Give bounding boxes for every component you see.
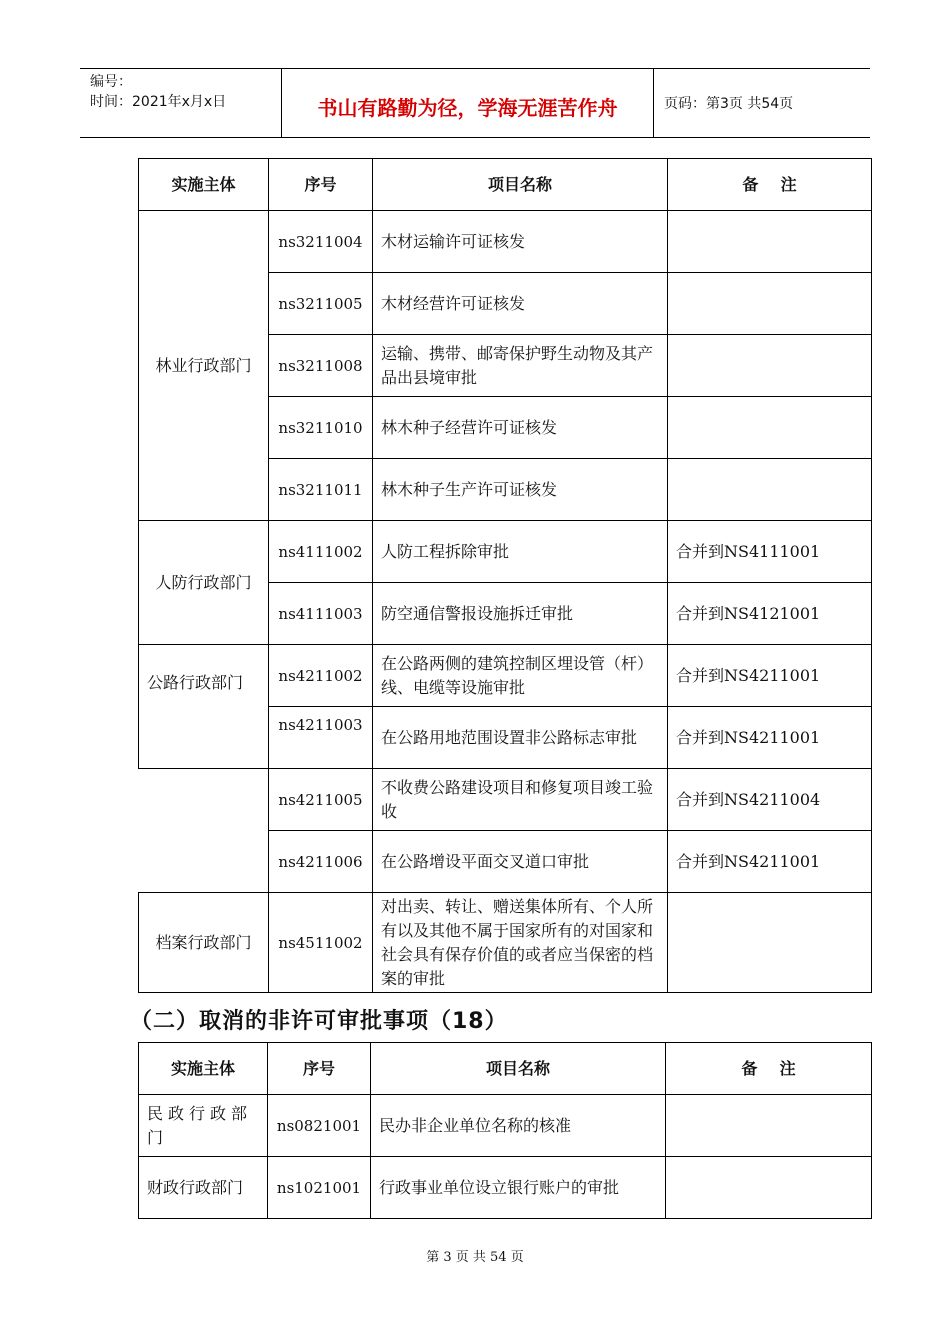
item-note: 合并到NS4111001 — [668, 521, 872, 583]
item-name: 行政事业单位设立银行账户的审批 — [371, 1157, 666, 1219]
item-code: ns0821001 — [268, 1095, 371, 1157]
item-note — [668, 459, 872, 521]
col-header-name: 项目名称 — [371, 1043, 666, 1095]
col-header-code: 序号 — [269, 159, 373, 211]
dept-cell-archives: 档案行政部门 — [139, 893, 269, 993]
item-name: 林木种子经营许可证核发 — [373, 397, 668, 459]
item-name: 对出卖、转让、赠送集体所有、个人所有以及其他不属于国家所有的对国家和社会具有保存价值的或者应当保密的档案的审批 — [373, 893, 668, 993]
item-note — [668, 211, 872, 273]
page-footer: 第 3 页 共 54 页 — [426, 1250, 524, 1265]
item-name: 民办非企业单位名称的核准 — [371, 1095, 666, 1157]
dept-cell-forestry: 林业行政部门 — [139, 211, 269, 521]
dept-cell-highway: 公路行政部门 — [139, 645, 269, 769]
item-name: 木材经营许可证核发 — [373, 273, 668, 335]
item-note: 合并到NS4211001 — [668, 707, 872, 769]
item-note: 合并到NS4211001 — [668, 831, 872, 893]
dept-cell-civil-defense: 人防行政部门 — [139, 521, 269, 645]
item-note — [668, 397, 872, 459]
dept-cell: 民政行政部门 — [139, 1095, 268, 1157]
item-code: ns4211002 — [269, 645, 373, 707]
table-row — [139, 1157, 872, 1219]
cancelled-items-table — [138, 158, 872, 993]
header-page-label: 页码：第3页 共54页 — [664, 96, 794, 112]
header-motto: 书山有路勤为径，学海无涯苦作舟 — [282, 69, 654, 137]
item-code: ns4111002 — [269, 521, 373, 583]
col-header-note: 备 注 — [666, 1043, 872, 1095]
item-note: 合并到NS4211001 — [668, 645, 872, 707]
item-code: ns3211005 — [269, 273, 373, 335]
item-note — [666, 1157, 872, 1219]
item-code: ns3211004 — [269, 211, 373, 273]
item-code: ns3211008 — [269, 335, 373, 397]
document-time-label: 时间：2021年x月x日 — [90, 94, 227, 110]
table-row — [139, 769, 872, 831]
item-name: 防空通信警报设施拆迁审批 — [373, 583, 668, 645]
item-code: ns3211011 — [269, 459, 373, 521]
item-code: ns4211006 — [269, 831, 373, 893]
item-code: ns4211005 — [269, 769, 373, 831]
table-row — [139, 645, 872, 707]
table-header-row — [139, 1043, 872, 1095]
table-row — [139, 1095, 872, 1157]
document-number-label: 编号： — [90, 74, 132, 90]
dept-cell: 财政行政部门 — [139, 1157, 268, 1219]
col-header-name: 项目名称 — [373, 159, 668, 211]
item-name: 林木种子生产许可证核发 — [373, 459, 668, 521]
item-note — [668, 273, 872, 335]
item-note: 合并到NS4211004 — [668, 769, 872, 831]
item-note: 合并到NS4121001 — [668, 583, 872, 645]
dept-cell-empty — [139, 769, 269, 893]
table-header-row — [139, 159, 872, 211]
item-name: 在公路两侧的建筑控制区埋设管（杆）线、电缆等设施审批 — [373, 645, 668, 707]
item-code: ns4511002 — [269, 893, 373, 993]
col-header-code: 序号 — [268, 1043, 371, 1095]
item-name: 人防工程拆除审批 — [373, 521, 668, 583]
item-note — [666, 1095, 872, 1157]
item-name: 在公路增设平面交叉道口审批 — [373, 831, 668, 893]
non-license-items-table — [138, 1042, 872, 1219]
item-note — [668, 893, 872, 993]
item-name: 木材运输许可证核发 — [373, 211, 668, 273]
col-header-dept: 实施主体 — [139, 159, 269, 211]
item-name: 不收费公路建设项目和修复项目竣工验收 — [373, 769, 668, 831]
item-code: ns4211003 — [269, 707, 373, 769]
item-name: 运输、携带、邮寄保护野生动物及其产品出县境审批 — [373, 335, 668, 397]
table-row — [139, 211, 872, 273]
page-header — [80, 68, 870, 138]
item-note — [668, 335, 872, 397]
table-row — [139, 521, 872, 583]
header-meta — [80, 69, 282, 137]
table-row — [139, 893, 872, 993]
item-code: ns3211010 — [269, 397, 373, 459]
section-title: （二）取消的非许可审批事项（18） — [130, 1009, 508, 1034]
item-code: ns4111003 — [269, 583, 373, 645]
col-header-dept: 实施主体 — [139, 1043, 268, 1095]
item-name: 在公路用地范围设置非公路标志审批 — [373, 707, 668, 769]
col-header-note: 备 注 — [668, 159, 872, 211]
item-code: ns1021001 — [268, 1157, 371, 1219]
